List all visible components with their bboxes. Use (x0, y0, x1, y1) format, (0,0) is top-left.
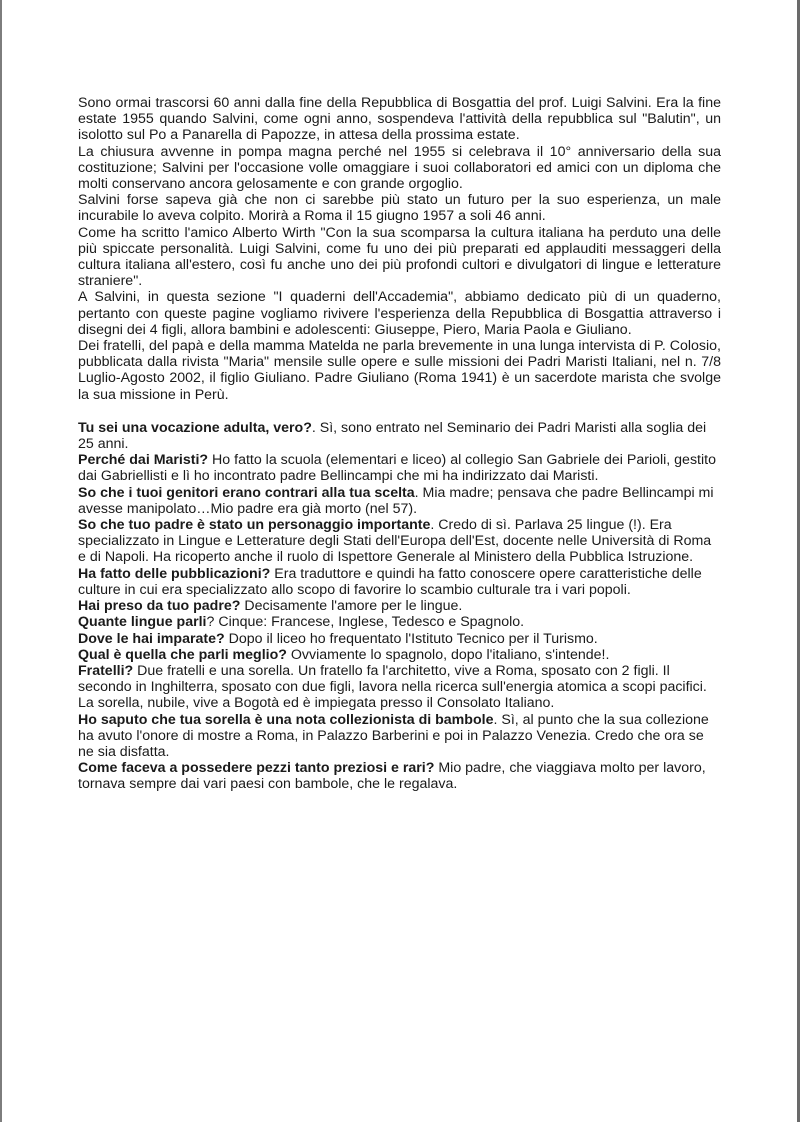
interview-question: Quante lingue parli (78, 614, 207, 631)
interview-question: Dove le hai imparate? (78, 630, 225, 647)
interview-answer: Ho fatto la scuola (elementari e liceo) al collegio San Gabriele dei Parioli, gestito dai Gabriellisti e lì ho incontrato padre Bellincampi che mi ha indirizzato dai Maristi. (78, 452, 716, 485)
intro-paragraph: La chiusura avvenne in pompa magna perché nel 1955 si celebrava il 10° anniversario della sua costituzione; Salvini per l'occasione volle omaggiare i suoi collaboratori ed amici con un diploma che molti conservano ancora gelosamente e con grande orgoglio. (78, 143, 721, 193)
document-body (78, 95, 721, 793)
interview-question: Perché dai Maristi? (78, 452, 209, 469)
interview-item (78, 598, 721, 614)
interview-item (78, 647, 721, 663)
interview-question: So che tuo padre è stato un personaggio importante (78, 517, 431, 534)
interview-question: Qual è quella che parli meglio? (78, 646, 287, 663)
interview-item (78, 631, 721, 647)
intro-section (78, 95, 721, 403)
interview-answer: ? Cinque: Francese, Inglese, Tedesco e Spagnolo. (206, 614, 525, 631)
interview-answer: Decisamente l'amore per le lingue. (240, 598, 463, 615)
interview-item (78, 517, 721, 566)
interview-question: Tu sei una vocazione adulta, vero? (78, 419, 312, 436)
interview-item (78, 614, 721, 630)
interview-item (78, 566, 721, 598)
interview-item (78, 420, 721, 452)
intro-paragraph: Come ha scritto l'amico Alberto Wirth "Con la sua scomparsa la cultura italiana ha perduto una delle più spiccate personalità. Luigi Salvini, come fu uno dei più preparati ed applauditi messaggeri della cultura italiana all'estero, così fu anche uno dei più profondi cultori e divulgatori di lingue e letterature straniere". (78, 224, 721, 290)
interview-item (78, 663, 721, 712)
interview-question: Fratelli? (78, 662, 134, 679)
interview-question: Ho saputo che tua sorella è una nota collezionista di bambole (78, 711, 494, 728)
interview-item (78, 712, 721, 761)
interview-question: Hai preso da tuo padre? (78, 598, 241, 615)
interview-question: Come faceva a possedere pezzi tanto preziosi e rari? (78, 760, 435, 777)
intro-paragraph: Dei fratelli, del papà e della mamma Matelda ne parla brevemente in una lunga intervista di P. Colosio, pubblicata dalla rivista "Maria" mensile sulle opere e sulle missioni dei Padri Maristi Italiani, nel n. 7/8 Luglio-Agosto 2002, il figlio Giuliano. Padre Giuliano (Roma 1941) è un sacerdote marista che svolge la sua missione in Perù. (78, 338, 721, 403)
interview-answer: . Sì, sono entrato nel Seminario dei Padri Maristi alla soglia dei 25 anni. (78, 419, 707, 453)
interview-item (78, 760, 721, 792)
intro-paragraph: Sono ormai trascorsi 60 anni dalla fine della Repubblica di Bosgattia del prof. Luigi Salvini. Era la fine estate 1955 quando Salvini, come ogni anno, sospendeva l'attività della repubblica sul "Balutin", un isolotto sul Po a Panarella di Papozze, in attesa della prossima estate. (78, 95, 721, 144)
intro-paragraph: Salvini forse sapeva già che non ci sarebbe più stato un futuro per la suo esperienza, un male incurabile lo aveva colpito. Morirà a Roma il 15 giugno 1957 a soli 46 anni. (78, 192, 721, 225)
interview-answer: . Sì, al punto che la sua collezione ha avuto l'onore di mostre a Roma, in Palazzo Barberini e poi in Palazzo Venezia. Credo che ora se ne sia disfatta. (78, 711, 709, 760)
interview-question: So che i tuoi genitori erano contrari alla tua scelta (78, 484, 415, 501)
interview-question: Ha fatto delle pubblicazioni? (78, 565, 271, 582)
interview-answer: Era traduttore e quindi ha fatto conoscere opere caratteristiche delle culture in cui era specializzato allo scopo di favorire lo scambio culturale tra i vari popoli. (78, 565, 702, 598)
interview-answer: . Mia madre; pensava che padre Bellincampi mi avesse manipolato…Mio padre era già morto (nel 57). (78, 484, 714, 517)
intro-paragraph: A Salvini, in questa sezione "I quaderni dell'Accademia", abbiamo dedicato più di un quaderno, pertanto con queste pagine vogliamo rivivere l'esperienza della Repubblica di Bosgattia attraverso i disegni dei 4 figli, allora bambini e adolescenti: Giuseppe, Piero, Maria Paola e Giuliano. (78, 289, 721, 338)
interview-answer: Ovviamente lo spagnolo, dopo l'italiano, s'intende!. (286, 646, 610, 663)
interview-answer: Dopo il liceo ho frequentato l'Istituto Tecnico per il Turismo. (224, 630, 598, 647)
interview-answer: . Credo di sì. Parlava 25 lingue (!). Era specializzato in Lingue e Letterature degli Stati dell'Europa dell'Est, docente nelle Università di Roma e di Napoli. Ha ricoperto anche il ruolo di Ispettore Generale al Ministero della Pubblica Istruzione. (78, 517, 712, 566)
interview-section (78, 420, 721, 793)
page-border-left (0, 0, 2, 1122)
interview-item (78, 485, 721, 517)
interview-answer: Mio padre, che viaggiava molto per lavoro, tornava sempre dai vari paesi con bambole, che le regalava. (78, 760, 706, 793)
interview-answer: Due fratelli e una sorella. Un fratello fa l'architetto, vive a Roma, sposato con 2 figli. Il secondo in Inghilterra, sposato con due figli, lavora nella ricerca sull'energia atomica a scopi pacifici. La sorella, nubile, vive a Bogotà ed è impiegata presso il Consolato Italiano. (78, 662, 707, 712)
interview-item (78, 452, 721, 484)
